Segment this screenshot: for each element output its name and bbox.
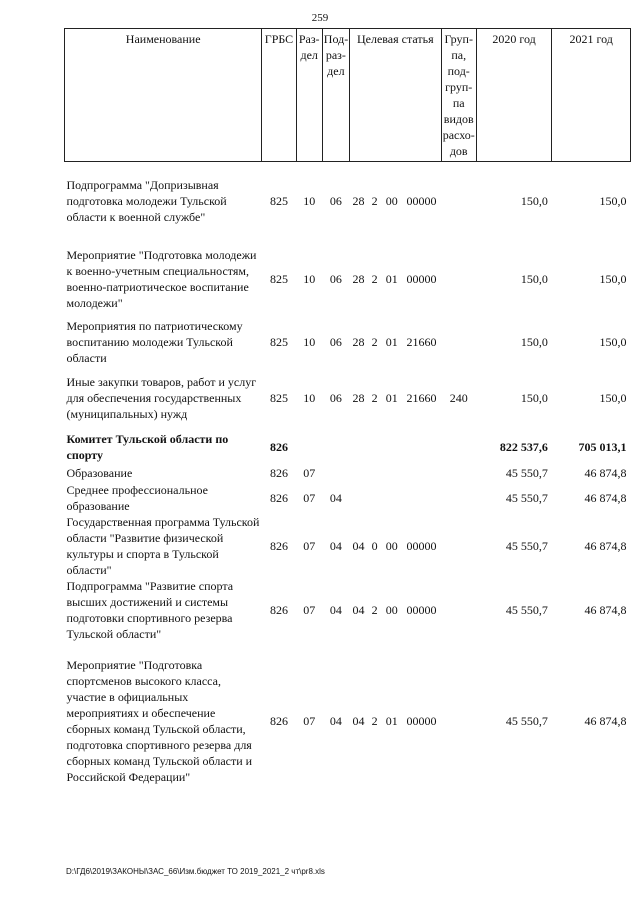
row-target-3: 00 xyxy=(385,194,398,208)
row-name: Мероприятие "Подготовка молодежи к военно-учетным специальностям, военно-патриотическое воспитание молодежи" xyxy=(66,248,257,310)
row-target-2: 2 xyxy=(371,335,378,349)
row-expense-group xyxy=(441,162,476,241)
row-target-4: 21660 xyxy=(406,391,437,405)
row-name: Среднее профессиональное образование xyxy=(66,483,208,513)
table-row xyxy=(65,578,631,642)
row-amount-2020: 822 537,6 xyxy=(499,440,548,454)
row-name: Подпрограмма "Допризывная подготовка молодежи Тульской области к военной службе" xyxy=(66,178,227,224)
table-row xyxy=(65,162,631,241)
row-target-1: 28 xyxy=(352,194,365,208)
row-grbs: 826 xyxy=(269,714,288,728)
table-row xyxy=(65,642,631,800)
row-amount-2020: 150,0 xyxy=(520,391,548,405)
row-podrazdel: 04 xyxy=(329,714,342,728)
row-razdel: 07 xyxy=(303,491,316,505)
row-target-1: 28 xyxy=(352,272,365,286)
row-amount-2020: 150,0 xyxy=(520,272,548,286)
header-grbs: ГРБС xyxy=(262,29,296,162)
table-row xyxy=(65,366,631,430)
row-razdel: 07 xyxy=(303,714,316,728)
row-target-1: 04 xyxy=(352,539,365,553)
row-name: Иные закупки товаров, работ и услуг для обеспечения государственных (муниципальных) нужд xyxy=(66,375,257,421)
table-row xyxy=(65,318,631,366)
row-target-3 xyxy=(382,464,402,482)
row-expense-group xyxy=(441,578,476,642)
row-podrazdel: 06 xyxy=(329,335,342,349)
row-target-1: 04 xyxy=(352,603,365,617)
row-amount-2020: 45 550,7 xyxy=(505,466,548,480)
row-amount-2021: 150,0 xyxy=(599,335,627,349)
page-number: 259 xyxy=(311,12,329,24)
row-target-4: 00000 xyxy=(406,539,437,553)
row-razdel: 10 xyxy=(303,272,316,286)
row-name: Мероприятия по патриотическому воспитанию молодежи Тульской области xyxy=(66,319,243,365)
row-amount-2020: 45 550,7 xyxy=(505,539,548,553)
row-razdel: 10 xyxy=(303,194,316,208)
row-grbs: 825 xyxy=(269,272,288,286)
row-target-3: 01 xyxy=(385,714,398,728)
header-podrazdel: Под- раз- дел xyxy=(322,29,349,162)
row-amount-2021: 46 874,8 xyxy=(584,466,627,480)
row-amount-2021: 46 874,8 xyxy=(584,539,627,553)
row-expense-group xyxy=(441,240,476,318)
row-grbs: 825 xyxy=(269,194,288,208)
row-razdel: 10 xyxy=(303,335,316,349)
budget-table xyxy=(64,28,631,800)
row-amount-2020: 150,0 xyxy=(520,194,548,208)
table-header-row xyxy=(65,29,631,162)
table-row xyxy=(65,240,631,318)
row-podrazdel: 06 xyxy=(329,391,342,405)
row-expense-group xyxy=(441,642,476,800)
row-razdel: 10 xyxy=(303,391,316,405)
row-amount-2020: 150,0 xyxy=(520,335,548,349)
header-2021: 2021 год xyxy=(552,29,631,162)
row-expense-group xyxy=(441,464,476,482)
table-row xyxy=(65,430,631,464)
row-podrazdel: 06 xyxy=(329,272,342,286)
row-expense-group xyxy=(441,318,476,366)
row-grbs: 826 xyxy=(269,466,288,480)
row-target-4: 00000 xyxy=(406,194,437,208)
row-target-2: 2 xyxy=(371,272,378,286)
row-target-3: 01 xyxy=(385,272,398,286)
row-target-1 xyxy=(349,464,367,482)
row-expense-group xyxy=(441,482,476,514)
row-target-1 xyxy=(349,430,367,464)
row-podrazdel: 06 xyxy=(329,194,342,208)
row-target-1: 28 xyxy=(352,335,365,349)
row-target-2 xyxy=(368,464,382,482)
row-target-3: 00 xyxy=(385,603,398,617)
row-target-2: 2 xyxy=(371,194,378,208)
table-row xyxy=(65,482,631,514)
row-amount-2020: 45 550,7 xyxy=(505,491,548,505)
row-amount-2021: 150,0 xyxy=(599,391,627,405)
row-target-2: 0 xyxy=(371,539,378,553)
row-target-1: 28 xyxy=(352,391,365,405)
header-razdel: Раз- дел xyxy=(296,29,322,162)
row-target-4: 00000 xyxy=(406,272,437,286)
row-target-4: 00000 xyxy=(406,714,437,728)
row-expense-group: 240 xyxy=(449,391,468,405)
row-grbs: 825 xyxy=(269,335,288,349)
row-amount-2021: 150,0 xyxy=(599,194,627,208)
header-2020: 2020 год xyxy=(476,29,552,162)
row-name: Мероприятие "Подготовка спортсменов высокого класса, участие в официальных мероприятиях и обеспечение сборных команд Тульской области, подготовка спортивного резерва для сборных команд Тульской области и Российской Федерации" xyxy=(66,658,253,784)
row-razdel: 07 xyxy=(303,603,316,617)
row-amount-2021: 46 874,8 xyxy=(584,491,627,505)
row-expense-group xyxy=(441,514,476,578)
row-target-3: 01 xyxy=(385,391,398,405)
row-target-2: 2 xyxy=(371,714,378,728)
row-podrazdel: 04 xyxy=(329,603,342,617)
row-target-3: 01 xyxy=(385,335,398,349)
row-target-1: 04 xyxy=(352,714,365,728)
row-grbs: 826 xyxy=(269,603,288,617)
row-target-4: 00000 xyxy=(406,603,437,617)
row-name: Комитет Тульской области по спорту xyxy=(66,432,229,462)
row-target-2: 2 xyxy=(371,603,378,617)
row-grbs: 826 xyxy=(269,491,288,505)
row-podrazdel: 04 xyxy=(329,491,342,505)
table-row xyxy=(65,464,631,482)
row-target-3: 00 xyxy=(385,539,398,553)
file-path-footer: D:\ГД6\2019\ЗАКОНЫ\ЗАС_66\Изм.бюджет ТО 2019_2021_2 чт\pr8.xls xyxy=(66,867,325,876)
row-amount-2020: 45 550,7 xyxy=(505,603,548,617)
row-podrazdel xyxy=(322,430,349,464)
row-target-4 xyxy=(402,464,441,482)
row-grbs: 826 xyxy=(269,539,288,553)
row-target-3 xyxy=(382,482,402,514)
table-row xyxy=(65,514,631,578)
row-razdel: 07 xyxy=(303,466,316,480)
row-target-4 xyxy=(402,430,441,464)
row-target-3 xyxy=(382,430,402,464)
header-name: Наименование xyxy=(65,29,262,162)
row-target-2 xyxy=(368,482,382,514)
row-razdel xyxy=(296,430,322,464)
row-amount-2021: 150,0 xyxy=(599,272,627,286)
row-amount-2021: 705 013,1 xyxy=(578,440,627,454)
row-grbs: 825 xyxy=(269,391,288,405)
row-amount-2021: 46 874,8 xyxy=(584,603,627,617)
header-group: Груп- па, под- груп- па видов расхо- дов xyxy=(441,29,476,162)
row-expense-group xyxy=(441,430,476,464)
row-razdel: 07 xyxy=(303,539,316,553)
row-name: Подпрограмма "Развитие спорта высших достижений и системы подготовки спортивного резерва Тульской области" xyxy=(66,579,234,641)
row-name: Образование xyxy=(66,466,133,480)
row-target-4: 21660 xyxy=(406,335,437,349)
row-grbs: 826 xyxy=(269,440,288,454)
row-podrazdel xyxy=(322,464,349,482)
row-target-1 xyxy=(349,482,367,514)
row-target-4 xyxy=(402,482,441,514)
row-name: Государственная программа Тульской области "Развитие физической культуры и спорта в Тульской области" xyxy=(66,515,260,577)
row-amount-2020: 45 550,7 xyxy=(505,714,548,728)
header-target: Целевая статья xyxy=(349,29,441,162)
row-target-2: 2 xyxy=(371,391,378,405)
row-amount-2021: 46 874,8 xyxy=(584,714,627,728)
row-target-2 xyxy=(368,430,382,464)
row-podrazdel: 04 xyxy=(329,539,342,553)
